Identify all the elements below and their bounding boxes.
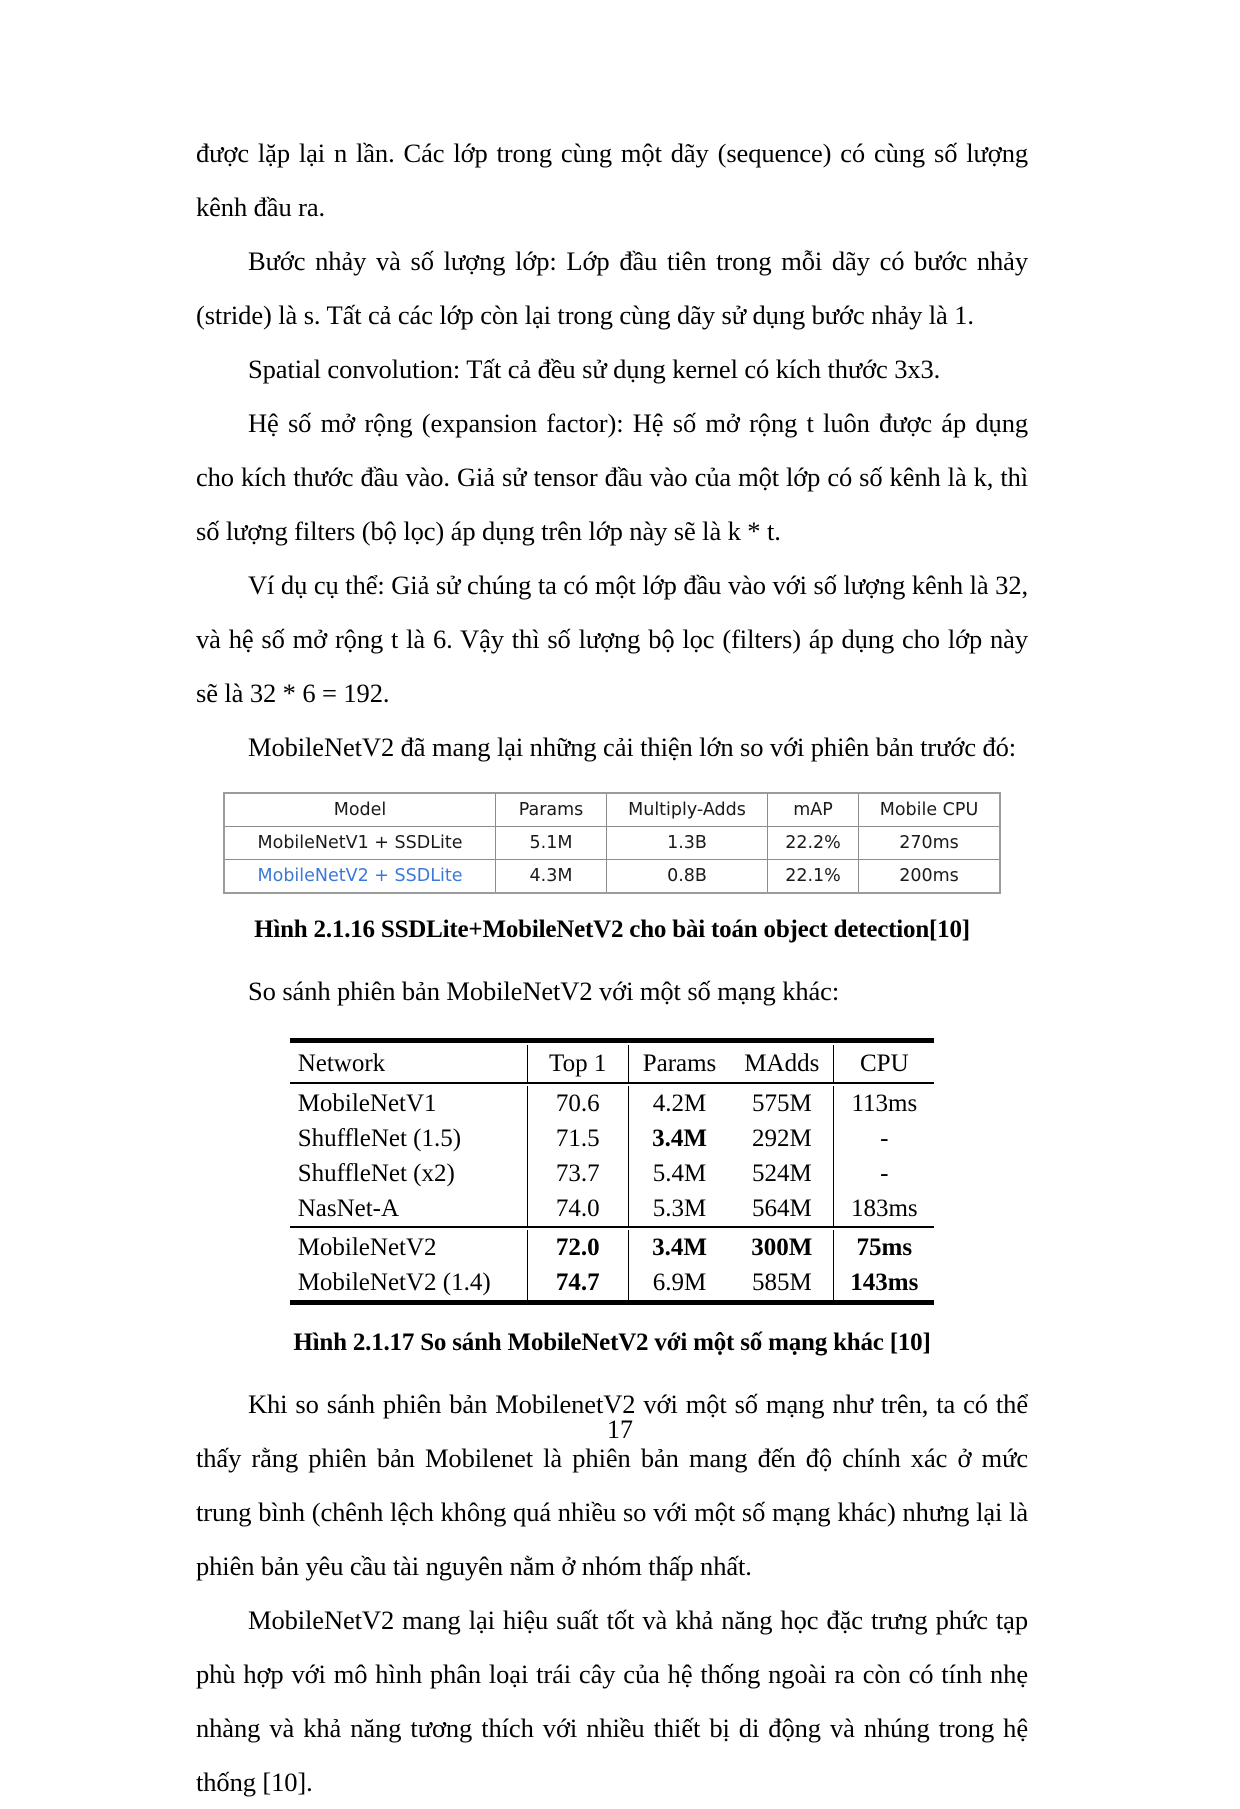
- table-row: [290, 1156, 935, 1191]
- column-header-params: Params: [496, 793, 607, 827]
- table-row: [290, 1191, 935, 1227]
- table-ssdlite: [223, 792, 1001, 894]
- table-row: [290, 1230, 935, 1265]
- cell-mobile-cpu: 270ms: [859, 827, 1001, 860]
- table-networks-body: [290, 1041, 935, 1308]
- cell-top1: 74.0: [527, 1191, 628, 1227]
- column-header-model: Model: [224, 793, 496, 827]
- paragraph-3: Spatial convolution: Tất cả đều sử dụng kernel có kích thước 3x3.: [248, 354, 941, 384]
- cell-top1: 71.5: [527, 1121, 628, 1156]
- cell-top1: 74.7: [527, 1265, 628, 1303]
- table-ssdlite-body: [224, 827, 1000, 894]
- cell-madds: 300M: [751, 1234, 813, 1261]
- paragraph-1: được lặp lại n lần. Các lớp trong cùng một dãy (sequence) có cùng số lượng kênh đầu ra.: [196, 138, 1028, 222]
- table-ssdlite-head: [224, 793, 1000, 827]
- column-header-multiply-adds: Multiply-Adds: [607, 793, 768, 827]
- table-networks-wrapper: [196, 1038, 1028, 1307]
- figure-caption-1: Hình 2.1.16 SSDLite+MobileNetV2 cho bài toán object detection[10]: [254, 916, 970, 943]
- cell-network: MobileNetV2: [297, 1234, 437, 1261]
- cell-cpu: 143ms: [834, 1265, 935, 1303]
- cell-cpu: 113ms: [834, 1086, 935, 1121]
- cell-madds: 585M: [751, 1269, 812, 1296]
- page-number: 17: [607, 1415, 633, 1444]
- cell-params: 5.4M: [628, 1156, 730, 1191]
- cell-model: MobileNetV1 + SSDLite: [224, 827, 496, 860]
- table-row-header: [290, 1045, 935, 1083]
- cell-cpu: 183ms: [834, 1191, 935, 1227]
- table-ssdlite-wrapper: [196, 792, 1028, 894]
- column-header-cpu: CPU: [834, 1045, 935, 1083]
- cell-params: 4.2M: [628, 1086, 730, 1121]
- cell-params: 3.4M: [628, 1121, 730, 1156]
- cell-network: ShuffleNet (1.5): [297, 1125, 462, 1152]
- column-header-mobile-cpu: Mobile CPU: [859, 793, 1001, 827]
- cell-model: MobileNetV2 + SSDLite: [224, 860, 496, 894]
- paragraph-6: MobileNetV2 đã mang lại những cải thiện lớn so với phiên bản trước đó:: [248, 732, 1017, 762]
- table-networks: [290, 1038, 935, 1307]
- cell-params: 5.3M: [628, 1191, 730, 1227]
- paragraph-5: Ví dụ cụ thể: Giả sử chúng ta có một lớp đầu vào với số lượng kênh là 32, và hệ số mở rộng t là 6. Vậy thì số lượng bộ lọc (filters) áp dụng cho lớp này sẽ là 32 * 6 = 192.: [196, 570, 1028, 708]
- table-row: [224, 860, 1000, 894]
- cell-madds: 564M: [751, 1195, 812, 1222]
- cell-top1: 72.0: [527, 1230, 628, 1265]
- cell-mobile-cpu: 200ms: [859, 860, 1001, 894]
- cell-network: NasNet-A: [297, 1195, 400, 1222]
- cell-top1: 70.6: [527, 1086, 628, 1121]
- paragraph-7: So sánh phiên bản MobileNetV2 với một số mạng khác:: [248, 976, 840, 1006]
- cell-madds: 292M: [751, 1125, 812, 1152]
- paragraph-9: MobileNetV2 mang lại hiệu suất tốt và khả năng học đặc trưng phức tạp phù hợp với mô hình phân loại trái cây của hệ thống ngoài ra còn có tính nhẹ nhàng và khả năng tương thích với nhiều thiết bị di động và nhúng trong hệ thống [10].: [196, 1605, 1028, 1797]
- cell-params: 5.1M: [496, 827, 607, 860]
- cell-multiply-adds: 1.3B: [607, 827, 768, 860]
- column-header-map: mAP: [768, 793, 859, 827]
- cell-params: 4.3M: [496, 860, 607, 894]
- column-header-madds: MAdds: [744, 1050, 820, 1077]
- column-header-network: Network: [297, 1050, 386, 1077]
- cell-params: 3.4M: [628, 1230, 730, 1265]
- cell-network: MobileNetV1: [297, 1090, 437, 1117]
- table-row: [290, 1121, 935, 1156]
- table-row: [290, 1086, 935, 1121]
- table-row: [290, 1265, 935, 1303]
- rule: [290, 1303, 935, 1308]
- cell-cpu: -: [834, 1156, 935, 1191]
- cell-map: 22.1%: [768, 860, 859, 894]
- column-header-params: Params: [628, 1045, 730, 1083]
- cell-multiply-adds: 0.8B: [607, 860, 768, 894]
- figure-caption-2: Hình 2.1.17 So sánh MobileNetV2 với một số mạng khác [10]: [293, 1329, 931, 1356]
- table-row-header: [224, 793, 1000, 827]
- paragraph-4: Hệ số mở rộng (expansion factor): Hệ số mở rộng t luôn được áp dụng cho kích thước đầu vào. Giả sử tensor đầu vào của một lớp có số kênh là k, thì số lượng filters (bộ lọc) áp dụng trên lớp này sẽ là k * t.: [196, 408, 1028, 546]
- cell-network: MobileNetV2 (1.4): [297, 1269, 491, 1296]
- table-rule-bottom: [290, 1303, 935, 1308]
- cell-cpu: 75ms: [834, 1230, 935, 1265]
- cell-cpu: -: [834, 1121, 935, 1156]
- table-row: [224, 827, 1000, 860]
- cell-network: ShuffleNet (x2): [297, 1160, 455, 1187]
- cell-top1: 73.7: [527, 1156, 628, 1191]
- column-header-top1: Top 1: [527, 1045, 628, 1083]
- cell-madds: 575M: [751, 1090, 812, 1117]
- cell-params: 6.9M: [628, 1265, 730, 1303]
- cell-madds: 524M: [751, 1160, 812, 1187]
- paragraph-2: Bước nhảy và số lượng lớp: Lớp đầu tiên trong mỗi dãy có bước nhảy (stride) là s. Tất cả các lớp còn lại trong cùng dãy sử dụng bước nhảy là 1.: [196, 246, 1028, 330]
- cell-map: 22.2%: [768, 827, 859, 860]
- paragraph-8: Khi so sánh phiên bản MobilenetV2 với một số mạng như trên, ta có thể thấy rằng phiên bản Mobilenet là phiên bản mang đến độ chính xác ở mức trung bình (chênh lệch không quá nhiều so với một số mạng khác) nhưng lại là phiên bản yêu cầu tài nguyên nằm ở nhóm thấp nhất.: [196, 1389, 1028, 1581]
